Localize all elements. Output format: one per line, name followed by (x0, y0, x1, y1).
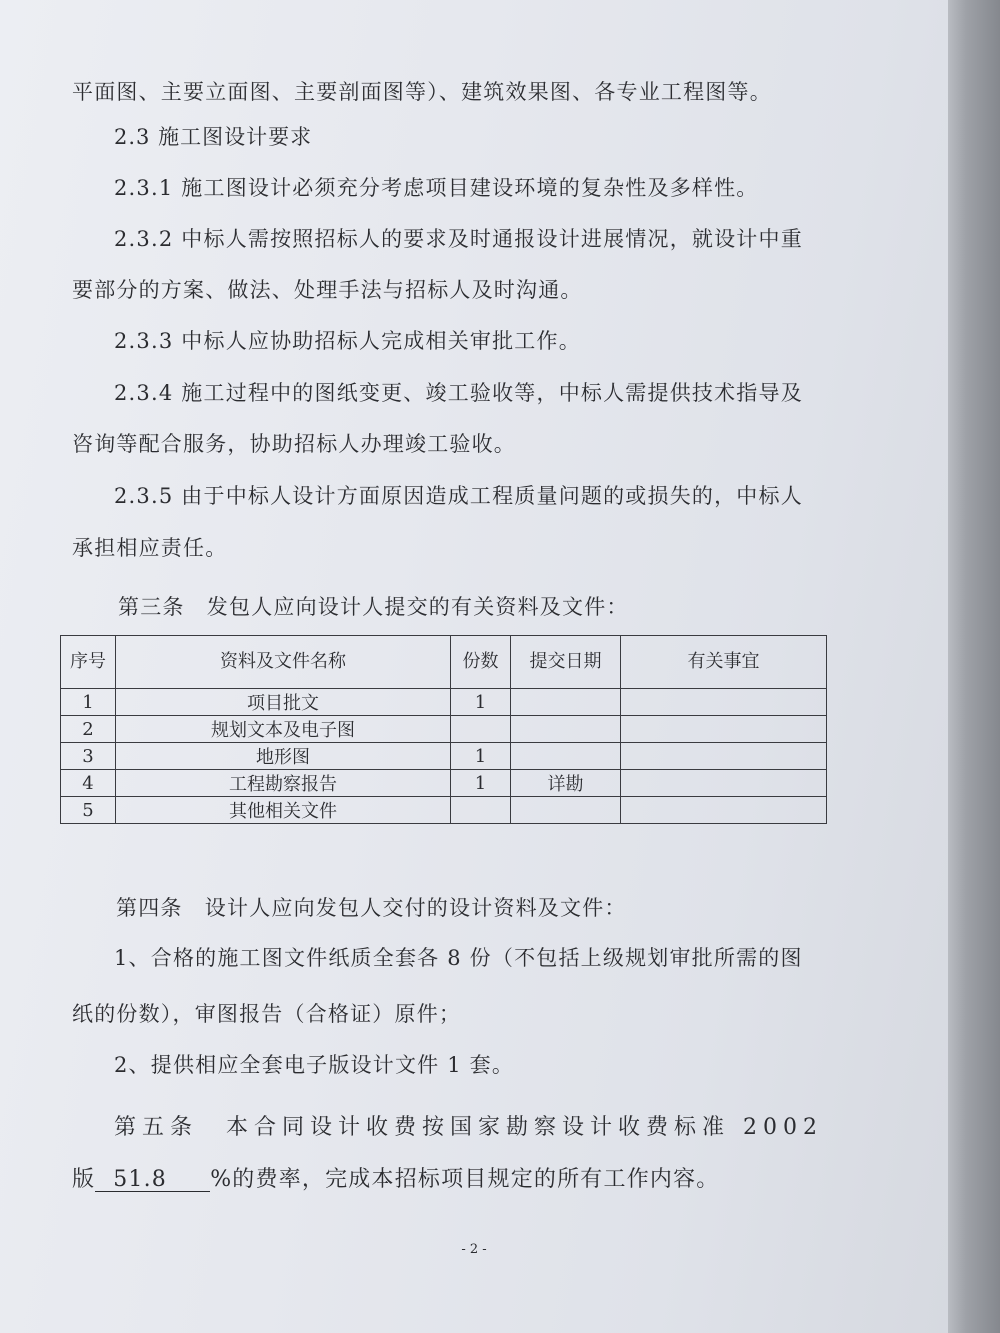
table-row (61, 716, 827, 743)
cell-date (511, 797, 621, 824)
cell-name: 项目批文 (116, 689, 451, 716)
article-3-heading: 第三条 发包人应向设计人提交的有关资料及文件： (118, 595, 629, 619)
table-header-row (61, 636, 827, 689)
header-date: 提交日期 (511, 636, 621, 689)
page-number: - 2 - (461, 1242, 487, 1257)
header-name: 资料及文件名称 (116, 636, 451, 689)
table-row (61, 770, 827, 797)
paragraph-line: 纸的份数），审图报告（合格证）原件； (72, 1002, 462, 1026)
header-copies: 份数 (451, 636, 511, 689)
fee-rate-value: 51.8 (95, 1169, 210, 1192)
paragraph-line: 2.3.3 中标人应协助招标人完成相关审批工作。 (114, 329, 581, 353)
cell-name: 其他相关文件 (116, 797, 451, 824)
article-5-heading: 第五条 本合同设计收费按国家勘察设计收费标准 2002 (114, 1115, 823, 1140)
article-5-prefix: 版 (72, 1167, 96, 1192)
paragraph-line: 平面图、主要立面图、主要剖面图等）、建筑效果图、各专业工程图等。 (72, 80, 772, 104)
header-notes: 有关事宜 (621, 636, 827, 689)
cell-serial: 2 (61, 716, 116, 743)
article-5-rate-line (72, 1162, 720, 1193)
cell-name: 规划文本及电子图 (116, 716, 451, 743)
cell-notes (621, 689, 827, 716)
paragraph-line: 2.3.1 施工图设计必须充分考虑项目建设环境的复杂性及多样性。 (114, 176, 759, 200)
page-edge-background (948, 0, 1000, 1333)
table-row (61, 797, 827, 824)
cell-date (511, 689, 621, 716)
cell-date: 详勘 (511, 770, 621, 797)
paragraph-line: 2、提供相应全套电子版设计文件 1 套。 (114, 1053, 515, 1077)
cell-notes (621, 770, 827, 797)
paragraph-line: 承担相应责任。 (72, 536, 228, 560)
documents-table (60, 635, 827, 824)
article-5-suffix: %的费率，完成本招标项目规定的所有工作内容。 (210, 1167, 720, 1192)
paragraph-line: 要部分的方案、做法、处理手法与招标人及时沟通。 (72, 278, 583, 302)
cell-date (511, 716, 621, 743)
paragraph-line: 2.3.5 由于中标人设计方面原因造成工程质量问题的或损失的，中标人 (114, 484, 803, 508)
paragraph-line: 2.3.4 施工过程中的图纸变更、竣工验收等，中标人需提供技术指导及 (114, 381, 803, 405)
cell-name: 工程勘察报告 (116, 770, 451, 797)
cell-copies (451, 797, 511, 824)
cell-serial: 3 (61, 743, 116, 770)
table-row (61, 743, 827, 770)
header-serial: 序号 (61, 636, 116, 689)
cell-notes (621, 743, 827, 770)
cell-date (511, 743, 621, 770)
article-4-heading: 第四条 设计人应向发包人交付的设计资料及文件： (116, 896, 627, 920)
cell-copies: 1 (451, 689, 511, 716)
section-heading: 2.3 施工图设计要求 (114, 125, 313, 149)
cell-copies (451, 716, 511, 743)
cell-serial: 4 (61, 770, 116, 797)
cell-notes (621, 716, 827, 743)
cell-copies: 1 (451, 743, 511, 770)
paragraph-line: 咨询等配合服务，协助招标人办理竣工验收。 (72, 432, 516, 456)
paragraph-line: 1、合格的施工图文件纸质全套各 8 份（不包括上级规划审批所需的图 (114, 946, 803, 970)
cell-serial: 5 (61, 797, 116, 824)
cell-name: 地形图 (116, 743, 451, 770)
cell-copies: 1 (451, 770, 511, 797)
cell-notes (621, 797, 827, 824)
paragraph-line: 2.3.2 中标人需按照招标人的要求及时通报设计进展情况，就设计中重 (114, 227, 803, 251)
cell-serial: 1 (61, 689, 116, 716)
table-row (61, 689, 827, 716)
